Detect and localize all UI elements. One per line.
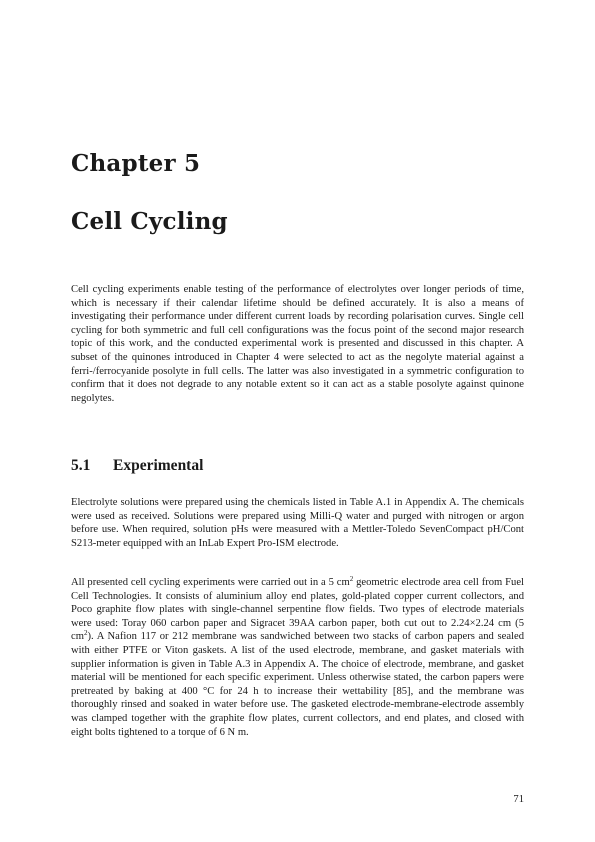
- superscript: 2: [83, 629, 88, 638]
- superscript: 2: [349, 575, 354, 583]
- paragraph-text-segment: All presented cell cycling experiments were carried out in a 5 cm: [71, 577, 350, 588]
- paragraph-text-segment: geometric electrode area cell from Fuel Cell Technologies. It consists of aluminium alloy end plates, gold-plated copper current collectors, and Poco graphite flow plates with single-channel serpentine flow fields. Two types of electrode materials were used: Toray 060 carbon paper and Sigracet 39AA carbon paper, both cut out to 2.24×2.24 cm (5 cm: [71, 577, 524, 643]
- chapter-title: Cell Cycling: [71, 208, 228, 235]
- page-number: 71: [513, 794, 524, 805]
- paragraph-text-segment: ). A Nafion 117 or 212 membrane was sandwiched between two stacks of carbon papers and sealed with either PTFE or Viton gaskets. A list of the used electrode, membrane, and gasket materials with supplier information is given in Table A.3 in Appendix A. The choice of electrode, membrane, and gasket material will be mentioned for each specific experiment. Unless otherwise stated, the carbon papers were pretreated by baking at 400 °C for 24 h to increase their wettability [85], and the membrane was thoroughly rinsed and soaked in water before use. The gasketed electrode-membrane-electrode assembly was clamped together with the graphite flow plates, current collectors, and end plates, and closed with eight bolts tightened to a torque of 6 N m.: [71, 631, 524, 738]
- paragraph-cell-setup: [71, 576, 524, 739]
- chapter-label: Chapter 5: [71, 150, 201, 177]
- intro-paragraph: Cell cycling experiments enable testing of the performance of electrolytes over longer periods of time, which is necessary if their calendar lifetime should be defined accurately. It is also a means of investigating their performance under different current loads by recording polarisation curves. Single cell cycling for both symmetric and full cell configurations was the focus point of the second major research topic of this work, and the conducted experimental work is presented and discussed in this chapter. A subset of the quinones introduced in Chapter 4 were selected to act as the negolyte material against a ferri-/ferrocyanide posolyte in full cells. The latter was also investigated in a symmetric configuration to confirm that it does not degrade to any notable extent so it can act as a stable posolyte against quinone negolytes.: [71, 284, 524, 404]
- section-number: 5.1: [71, 457, 91, 474]
- section-heading: [71, 457, 203, 475]
- section-title: Experimental: [113, 457, 204, 474]
- paragraph-electrolyte-preparation: Electrolyte solutions were prepared using the chemicals listed in Table A.1 in Appendix A. The chemicals were used as received. Solutions were prepared using Milli-Q water and purged with nitrogen or argon before use. When required, solution pHs were measured with a Mettler-Toledo SevenCompact pH/Cont S213-meter equipped with an InLab Expert Pro-ISM electrode.: [71, 497, 524, 549]
